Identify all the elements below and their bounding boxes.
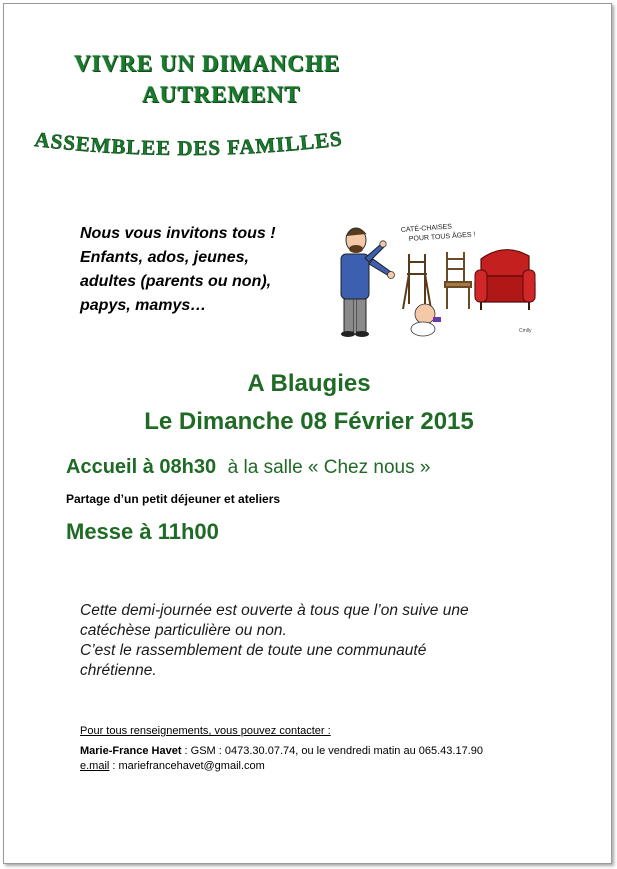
invitation-text [80,222,330,318]
description-line: C’est le rassemblement de toute une communauté [80,642,427,659]
email-label: e.mail [80,760,110,772]
cartoon-illustration [329,214,549,339]
subtitle-text: ASSEMBLEE DES FAMILLES [33,126,344,161]
description-text [80,601,560,681]
invitation-line: Nous vous invitons tous ! [80,225,276,242]
red-armchair [475,250,535,310]
illustration-caption-2: POUR TOUS ÂGES ! [408,231,476,243]
contact-block [80,724,483,774]
high-chair [403,254,431,309]
description-line: Cette demi-journée est ouverte à tous que l’on suive une [80,602,469,619]
invitation-line: Enfants, ados, jeunes, [80,249,249,266]
subtitle-arc [34,122,464,172]
invitation-line: papys, mamys… [80,297,207,314]
accueil-line [66,456,430,479]
contact-name: Marie-France Havet [80,745,182,757]
contact-phone-line [80,744,483,759]
description-line: catéchèse particulière ou non. [80,622,287,639]
man-figure [341,228,395,337]
description-line: chrétienne. [80,662,157,679]
accueil-venue: à la salle « Chez nous » [227,457,431,478]
event-date: Le Dimanche 08 Février 2015 [144,408,474,435]
illustration-caption-1: CATÉ-CHAISES [400,223,453,234]
title-line-1: VIVRE UN DIMANCHE [74,51,341,76]
contact-email[interactable]: : mariefrancehavet@gmail.com [109,760,265,772]
accueil-time: Accueil à 08h30 [66,456,217,478]
svg-text:ASSEMBLEE DES FAMILLES [33,126,343,160]
contact-email-line [80,759,483,774]
invitation-line: adultes (parents ou non), [80,273,272,290]
baby-figure [411,304,441,336]
title-line-2: AUTREMENT [142,82,301,107]
event-location: A Blaugies [247,370,371,397]
partage-text: Partage d’un petit déjeuner et ateliers [66,492,281,506]
messe-time: Messe à 11h00 [66,519,219,544]
wooden-chair [445,252,471,309]
contact-details: : GSM : 0473.30.07.74, ou le vendredi matin au 065.43.17.90 [181,745,483,757]
illustration-signature: Cmlly [519,328,532,334]
document-page [3,3,612,864]
contact-intro: Pour tous renseignements, vous pouvez contacter : [80,725,331,737]
